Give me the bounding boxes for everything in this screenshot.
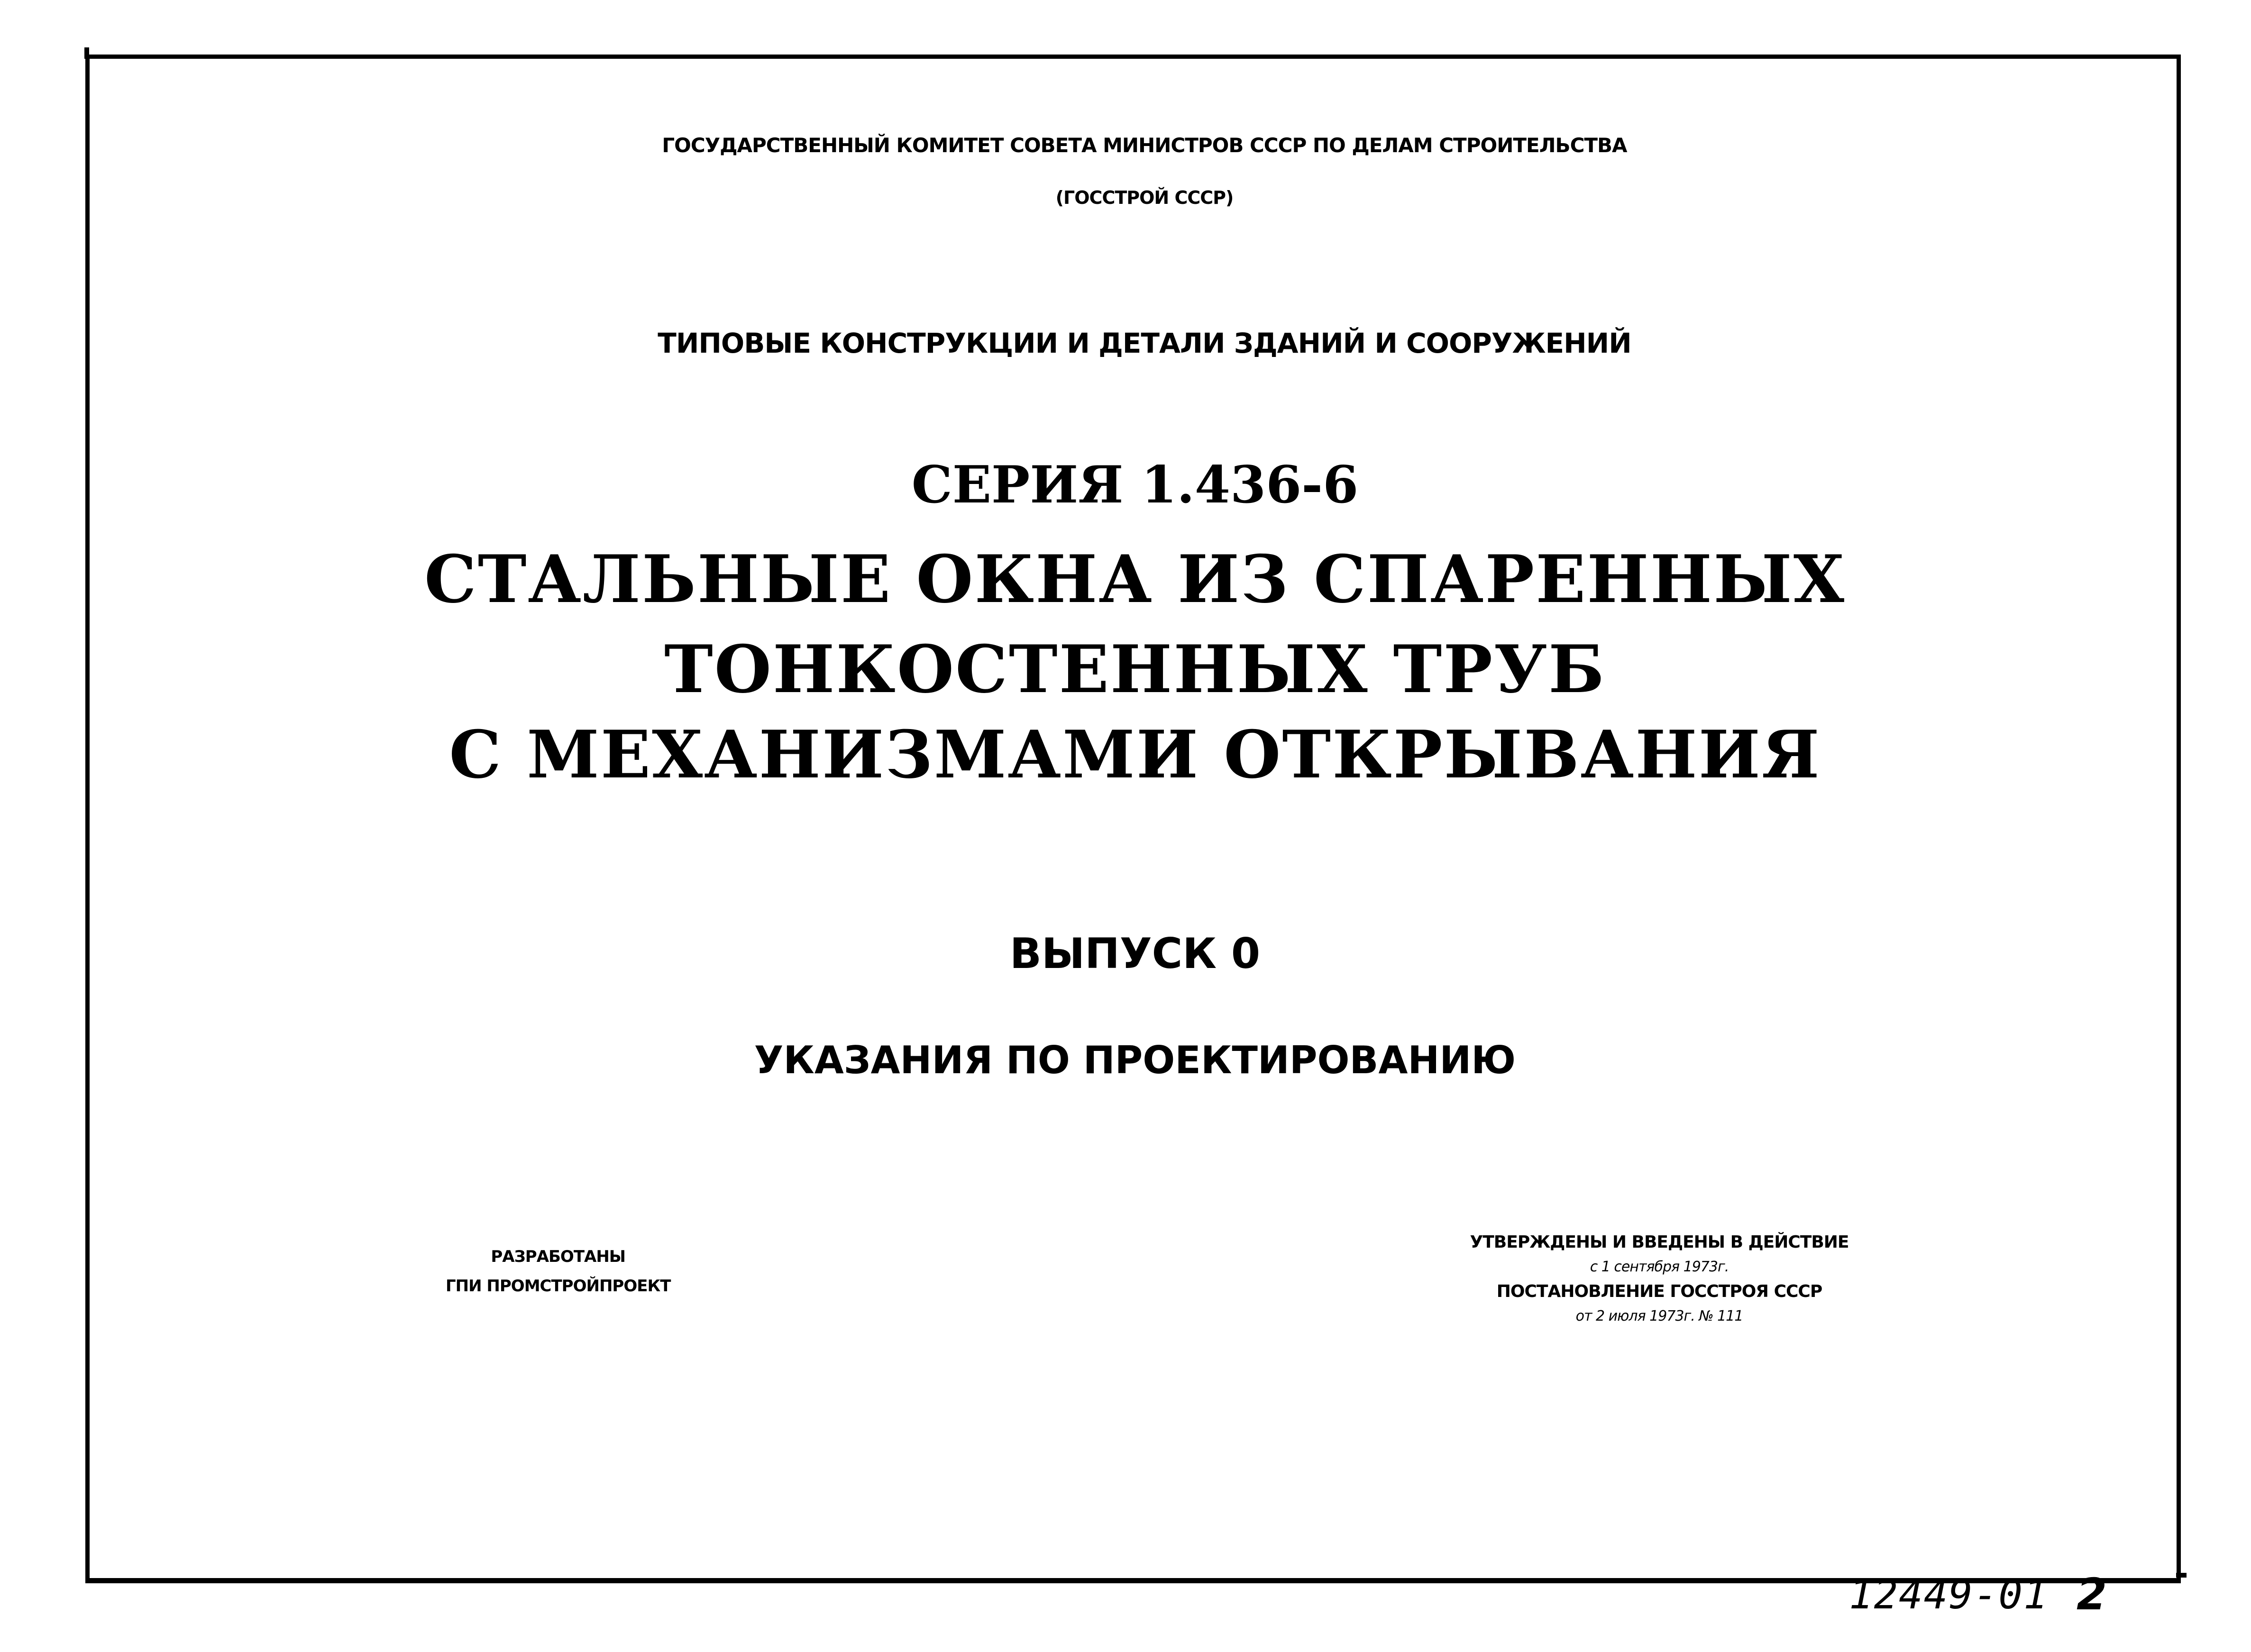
issue-subject: УКАЗАНИЯ ПО ПРОЕКТИРОВАНИЮ [754, 1038, 1516, 1082]
sheet-number: 2 [2077, 1569, 2107, 1620]
collection-title: ТИПОВЫЕ КОНСТРУКЦИИ И ДЕТАЛИ ЗДАНИЙ И СООРУЖЕНИЙ [658, 327, 1631, 359]
sheet-frame [85, 55, 2181, 1583]
committee-name: ГОСУДАРСТВЕННЫЙ КОМИТЕТ СОВЕТА МИНИСТРОВ СССР ПО ДЕЛАМ СТРОИТЕЛЬСТВА [662, 134, 1627, 157]
document-number: 12449-01 [1849, 1571, 2049, 1618]
developer-organization: ГПИ ПРОМСТРОЙПРОЕКТ [446, 1277, 671, 1296]
committee-short-name: (ГОССТРОЙ СССР) [1055, 187, 1234, 208]
developer-label: РАЗРАБОТАНЫ [491, 1247, 626, 1266]
approval-line-3: ПОСТАНОВЛЕНИЕ ГОССТРОЯ СССР [1496, 1282, 1822, 1301]
developer-block [446, 1242, 670, 1301]
approval-effective-date: с 1 сентября 1973г. [1590, 1259, 1729, 1275]
document-title-line-3: С МЕХАНИЗМАМИ ОТКРЫВАНИЯ [449, 716, 1821, 793]
approval-line-1: УТВЕРЖДЕНЫ И ВВЕДЕНЫ В ДЕЙСТВИЕ [1470, 1232, 1849, 1252]
document-title-line-2: ТОНКОСТЕННЫХ ТРУБ [664, 630, 1606, 708]
issue-number: ВЫПУСК 0 [1009, 929, 1261, 978]
frame-tick-bottom-right [2176, 1573, 2187, 1578]
approval-decree-date: от 2 июля 1973г. № 111 [1575, 1308, 1743, 1324]
frame-tick-top-left [84, 47, 89, 59]
document-title-line-1: СТАЛЬНЫЕ ОКНА ИЗ СПАРЕННЫХ [424, 540, 1846, 618]
series-number: СЕРИЯ 1.436-6 [911, 455, 1359, 515]
approval-block [1470, 1230, 1849, 1329]
